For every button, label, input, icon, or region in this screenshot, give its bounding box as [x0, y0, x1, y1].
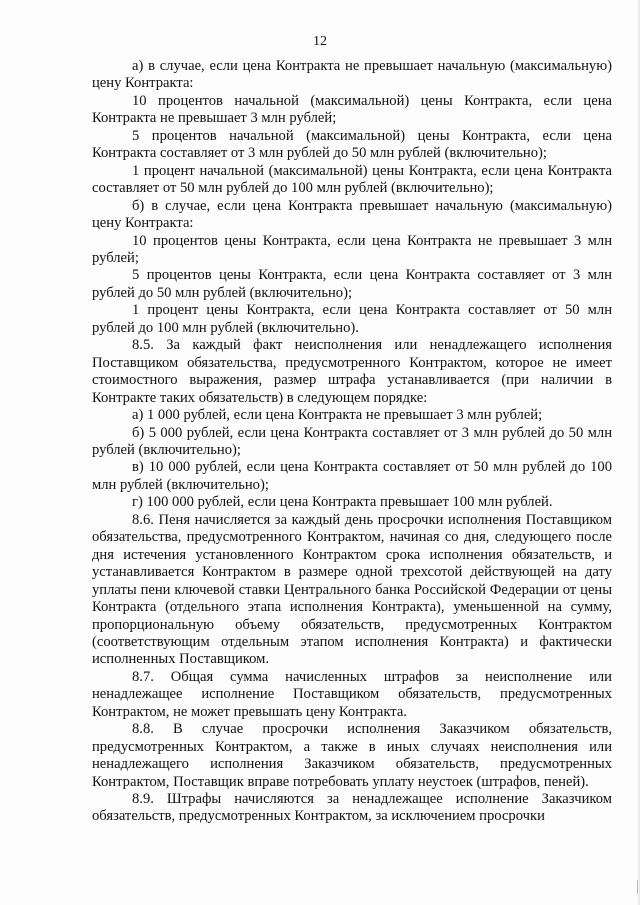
paragraph: 8.9. Штрафы начисляются за ненадлежащее исполнение Заказчиком обязательств, предусмотренных Контрактом, за исключением просрочки — [92, 791, 612, 825]
document-body — [92, 58, 612, 826]
paragraph: 8.6. Пеня начисляется за каждый день просрочки исполнения Поставщиком обязательства, предусмотренного Контрактом, начиная со дня, следующего после дня истечения установленного Контрактом срока исполнения обязательств, и устанавливается Контрактом в размере одной трехсотой действующей на дату уплаты пени ключевой ставки Центрального банка Российской Федерации от цены Контракта (отдельного этапа исполнения Контракта), уменьшенной на сумму, пропорциональную объему обязательств, предусмотренных Контрактом (соответствующим отдельным этапом исполнения Контракта) и фактически исполненных Поставщиком. — [92, 511, 612, 668]
paragraph: 8.5. За каждый факт неисполнения или ненадлежащего исполнения Поставщиком обязательства, предусмотренного Контрактом, которое не имеет стоимостного выражения, размер штрафа устанавливается (при наличии в Контракте таких обязательств) в следующем порядке: — [92, 337, 612, 406]
paragraph: 1 процент цены Контракта, если цена Контракта составляет от 50 млн рублей до 100 млн рублей (включительно). — [92, 302, 612, 336]
paragraph: 8.8. В случае просрочки исполнения Заказчиком обязательств, предусмотренных Контрактом, а также в иных случаях неисполнения или ненадлежащего исполнения Заказчиком обязательств, предусмотренных Контрактом, Поставщик вправе потребовать уплату неустоек (штрафов, пеней). — [92, 721, 612, 790]
paragraph: б) в случае, если цена Контракта превышает начальную (максимальную) цену Контракта: — [92, 197, 612, 232]
paragraph: а) 1 000 рублей, если цена Контракта не превышает 3 млн рублей; — [132, 407, 543, 424]
paragraph: в) 10 000 рублей, если цена Контракта составляет от 50 млн рублей до 100 млн рублей (включительно); — [92, 459, 612, 493]
paragraph: г) 100 000 рублей, если цена Контракта превышает 100 млн рублей. — [132, 494, 553, 511]
paragraph: а) в случае, если цена Контракта не превышает начальную (максимальную) цену Контракта: — [92, 58, 612, 92]
paragraph: б) 5 000 рублей, если цена Контракта составляет от 3 млн рублей до 50 млн рублей (включительно); — [92, 424, 612, 458]
paragraph: 5 процентов начальной (максимальной) цены Контракта, если цена Контракта составляет от 3 млн рублей до 50 млн рублей (включительно); — [92, 127, 612, 162]
paragraph: 8.7. Общая сумма начисленных штрафов за неисполнение или ненадлежащее исполнение Поставщиком обязательств, предусмотренных Контрактом, не может превышать цену Контракта. — [92, 668, 612, 720]
page-number: 12 — [313, 34, 327, 49]
scan-mark — [631, 880, 638, 894]
paragraph: 10 процентов начальной (максимальной) цены Контракта, если цена Контракта не превышает 3 млн рублей; — [92, 92, 612, 127]
paragraph: 5 процентов цены Контракта, если цена Контракта составляет от 3 млн рублей до 50 млн рублей (включительно); — [92, 267, 612, 301]
paragraph: 10 процентов цены Контракта, если цена Контракта не превышает 3 млн рублей; — [92, 232, 612, 266]
paragraph: 1 процент начальной (максимальной) цены Контракта, если цена Контракта составляет от 50 млн рублей до 100 млн рублей (включительно); — [92, 162, 612, 197]
